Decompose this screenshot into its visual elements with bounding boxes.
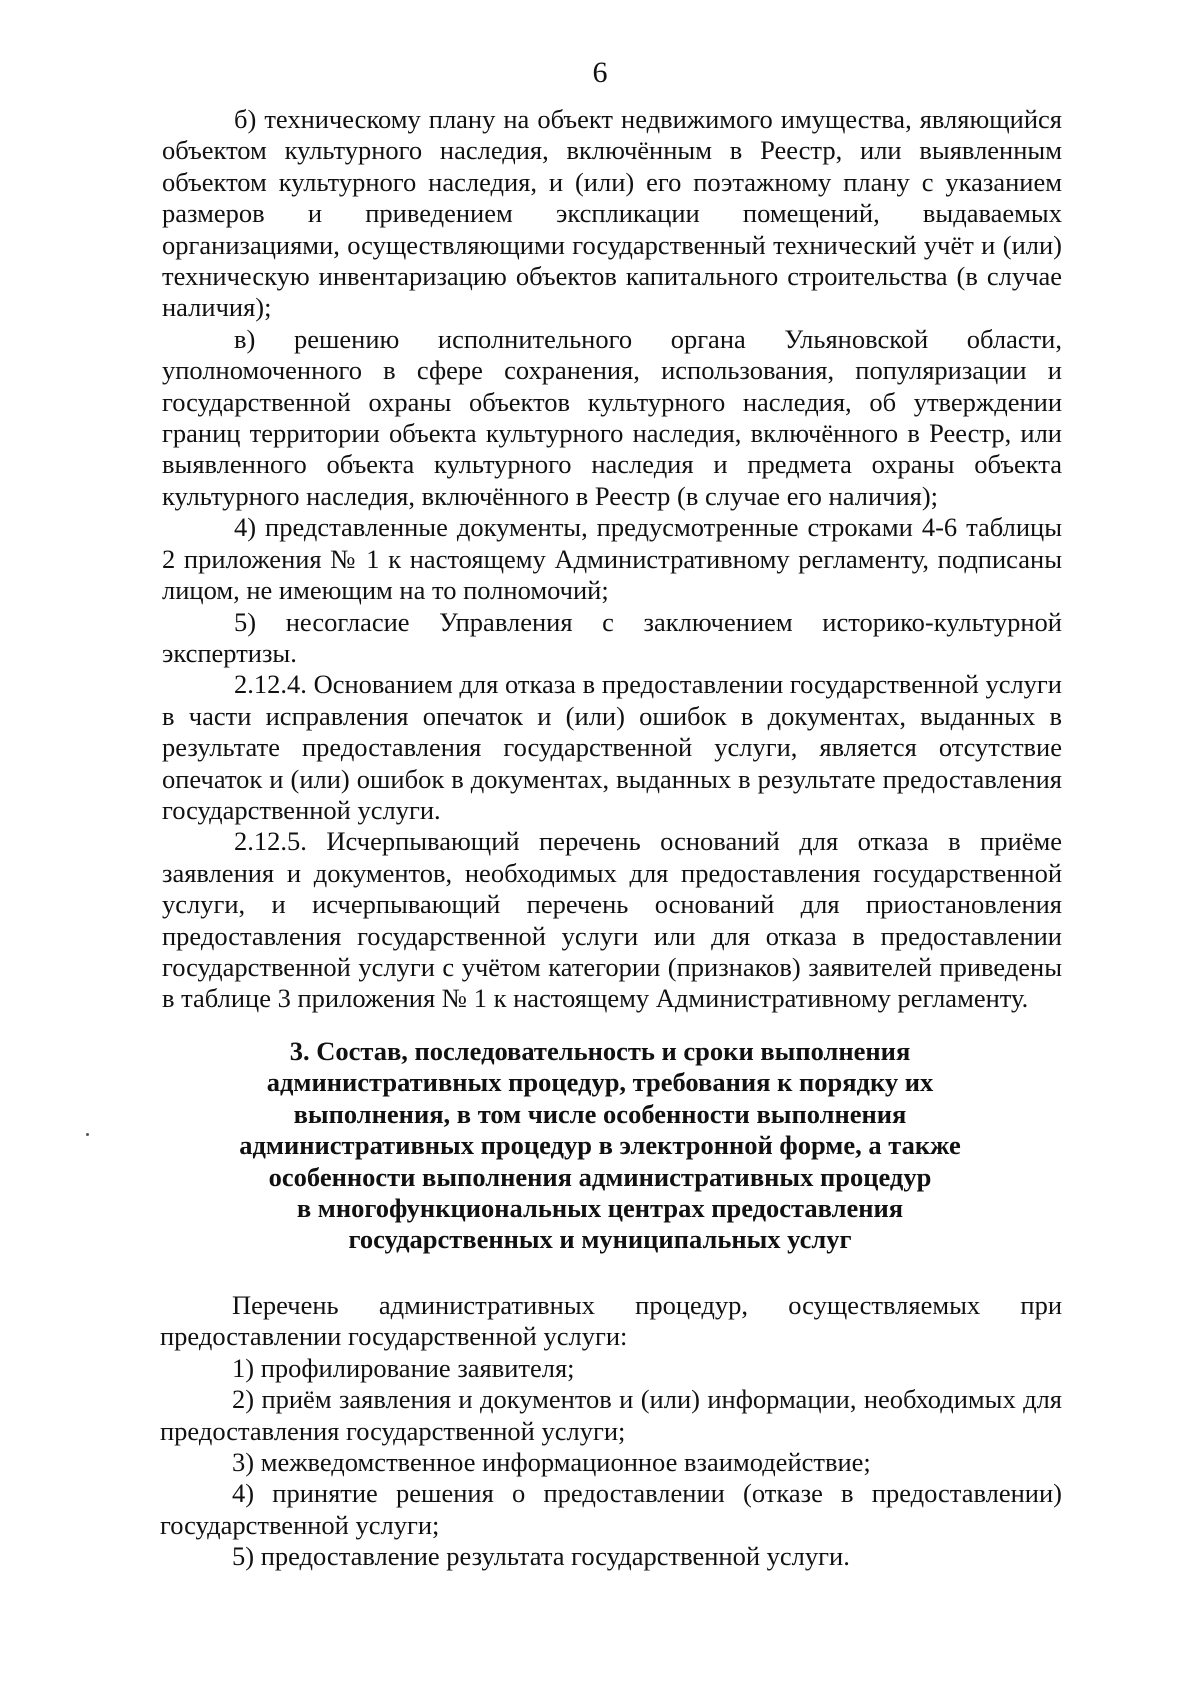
paragraph-item-v: в) решению исполнительного органа Ульяновской области, уполномоченного в сфере сохранения, использования, популяризации и государственной охраны объектов культурного наследия, об утверждении границ территории объекта культурного наследия, включённого в Реестр, или выявленного объекта культурного наследия и предмета охраны объекта культурного наследия, включённого в Реестр (в случае его наличия); <box>162 323 1062 511</box>
paragraph-2-12-4: 2.12.4. Основанием для отказа в предоставлении государственной услуги в части исправления опечаток и (или) ошибок в документах, выданных в результате предоставления государственной услуги, является отсутствие опечаток и (или) ошибок в документах, выданных в результате предоставления государственной услуги. <box>162 669 1062 825</box>
paragraph-2-12-5: 2.12.5. Исчерпывающий перечень оснований для отказа в приёме заявления и документов, необходимых для предоставления государственной услуги, и исчерпывающий перечень оснований для приостановления предоставления государственной услуги или для отказа в предоставлении государственной услуги с учётом категории (признаков) заявителей приведены в таблице 3 приложения № 1 к настоящему Административному регламенту. <box>162 826 1062 1014</box>
list-item-procedure-4: 4) принятие решения о предоставлении (отказе в предоставлении) государственной услуги; <box>160 1478 1062 1540</box>
list-item-procedure-2: 2) приём заявления и документов и (или) информации, необходимых для предоставления государственной услуги; <box>160 1384 1062 1446</box>
paragraph-item-4: 4) представленные документы, предусмотренные строками 4-6 таблицы 2 приложения № 1 к настоящему Административному регламенту, подписаны лицом, не имеющим на то полномочий; <box>162 512 1062 606</box>
scan-speck <box>86 1133 89 1136</box>
section-heading-line: административных процедур, требования к порядку их <box>266 1067 934 1098</box>
section-heading-line: административных процедур в электронной форме, а также <box>239 1130 961 1161</box>
body-text-top <box>162 104 1062 1015</box>
paragraph-item-b: б) техническому плану на объект недвижимого имущества, являющийся объектом культурного наследия, включённым в Реестр, или выявленным объектом культурного наследия, и (или) его поэтажному плану с указанием размеров и приведением экспликации помещений, выдаваемых организациями, осуществляющими государственный технический учёт и (или) техническую инвентаризацию объектов капитального строительства (в случае наличия); <box>162 104 1062 323</box>
section-heading <box>200 1036 1000 1256</box>
section-heading-line: выполнения, в том числе особенности выполнения <box>293 1098 907 1129</box>
list-item-procedure-5: 5) предоставление результата государственной услуги. <box>232 1541 850 1572</box>
paragraph-procedures-intro: Перечень административных процедур, осуществляемых при предоставлении государственной услуги: <box>160 1290 1062 1352</box>
list-item-procedure-1: 1) профилирование заявителя; <box>232 1352 575 1383</box>
section-heading-line: государственных и муниципальных услуг <box>348 1224 852 1255</box>
page-number: 6 <box>592 56 608 89</box>
paragraph-item-5: 5) несогласие Управления с заключением историко-культурной экспертизы. <box>162 606 1062 668</box>
body-text-bottom <box>160 1290 1062 1573</box>
section-heading-line: в многофункциональных центрах предоставления <box>296 1193 904 1224</box>
section-heading-line: особенности выполнения административных процедур <box>268 1161 932 1192</box>
section-heading-line: 3. Состав, последовательность и сроки выполнения <box>289 1036 911 1066</box>
list-item-procedure-3: 3) межведомственное информационное взаимодействие; <box>232 1447 871 1478</box>
